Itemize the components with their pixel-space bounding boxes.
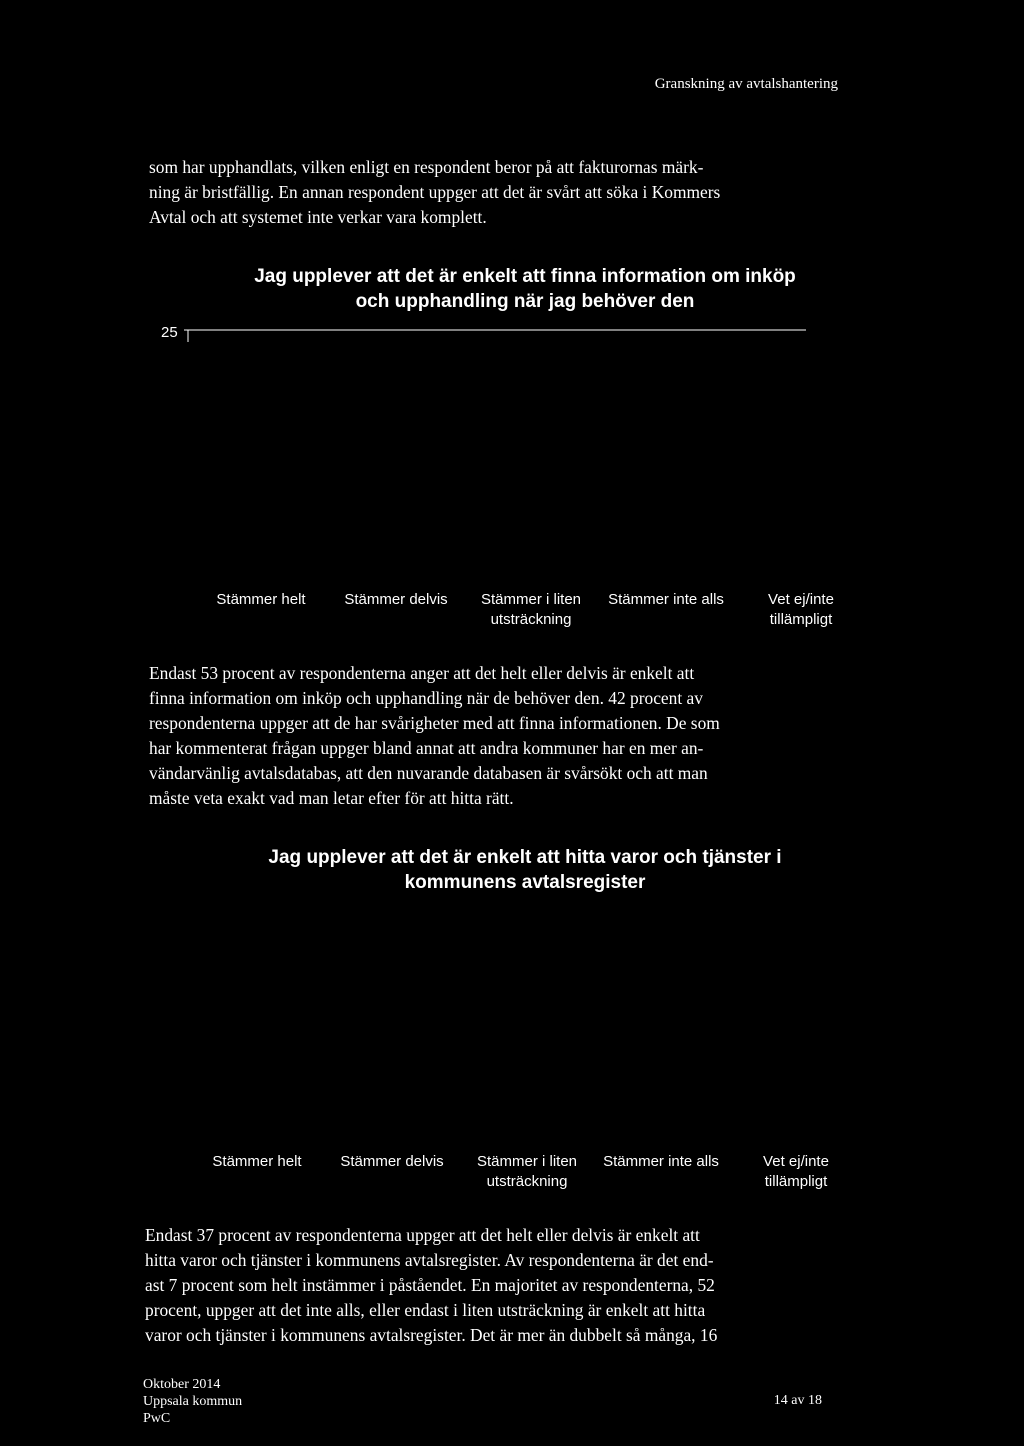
chart-1-category-label <box>331 590 461 610</box>
category-label-line: Stämmer inte alls <box>608 591 724 608</box>
paragraph-line: har kommenterat frågan uppger bland annat att andra kommuner har en mer an- <box>149 738 704 758</box>
footer-line: PwC <box>143 1411 171 1426</box>
chart-2-title <box>160 845 890 895</box>
chart-1-category-label <box>466 590 596 630</box>
paragraph-line: varor och tjänster i kommunens avtalsregister. Det är mer än dubbelt så många, 16 <box>145 1325 718 1345</box>
paragraph-line: finna information om inköp och upphandling när de behöver den. 42 procent av <box>149 688 703 708</box>
paragraph-line: Avtal och att systemet inte verkar vara komplett. <box>149 207 487 227</box>
category-label-line: Stämmer inte alls <box>603 1153 719 1170</box>
chart-1-category-label <box>601 590 731 610</box>
paragraph-line: procent, uppger att det inte alls, eller endast i liten utsträckning är enkelt att hitta <box>145 1300 706 1320</box>
category-label-line: utsträckning <box>490 611 572 628</box>
category-label-line: Stämmer delvis <box>340 1153 444 1170</box>
category-label-line: tillämpligt <box>764 1173 828 1190</box>
category-label-line: Vet ej/inte <box>768 591 834 608</box>
chart-1-y-tick-label: 25 <box>161 324 178 341</box>
footer-info <box>143 1376 242 1427</box>
category-label-line: utsträckning <box>486 1173 568 1190</box>
chart-title-line: Jag upplever att det är enkelt att finna information om inköp <box>254 266 796 287</box>
chart-2-category-label <box>596 1152 726 1172</box>
chart-2-category-label <box>462 1152 592 1192</box>
chart-1-category-label <box>196 590 326 610</box>
footer-line: Oktober 2014 <box>143 1377 221 1392</box>
paragraph-line: hitta varor och tjänster i kommunens avtalsregister. Av respondenterna är det end- <box>145 1250 714 1270</box>
category-label-line: Stämmer i liten <box>476 1153 578 1170</box>
paragraph-line: Endast 37 procent av respondenterna uppger att det helt eller delvis är enkelt att <box>145 1225 700 1245</box>
body-paragraph-2 <box>149 661 819 811</box>
category-label-line: tillämpligt <box>769 611 833 628</box>
paragraph-line: respondenterna uppger att de har svårigheter med att finna informationen. De som <box>149 713 720 733</box>
chart-title-line: kommunens avtalsregister <box>404 872 646 893</box>
category-label-line: Vet ej/inte <box>763 1153 829 1170</box>
paragraph-line: Endast 53 procent av respondenterna anger att det helt eller delvis är enkelt att <box>149 663 695 683</box>
category-label-line: Stämmer i liten <box>480 591 582 608</box>
chart-title-line: och upphandling när jag behöver den <box>355 291 695 312</box>
chart-2-category-label <box>327 1152 457 1172</box>
running-header: Granskning av avtalshantering <box>654 76 838 92</box>
body-paragraph-3 <box>145 1223 815 1348</box>
chart-2-category-label <box>192 1152 322 1172</box>
category-label-line: Stämmer delvis <box>344 591 448 608</box>
category-label-line: Stämmer helt <box>212 1153 302 1170</box>
paragraph-line: ast 7 procent som helt instämmer i påståendet. En majoritet av respondenterna, 52 <box>145 1275 715 1295</box>
chart-1-category-label <box>736 590 866 630</box>
paragraph-line: ning är bristfällig. En annan respondent uppger att det är svårt att söka i Kommers <box>149 182 721 202</box>
page-number: 14 av 18 <box>773 1393 822 1408</box>
chart-title-line: Jag upplever att det är enkelt att hitta varor och tjänster i <box>268 847 782 868</box>
category-label-line: Stämmer helt <box>216 591 306 608</box>
paragraph-line: vändarvänlig avtalsdatabas, att den nuvarande databasen är svårsökt och att man <box>149 763 708 783</box>
chart-2-category-label <box>731 1152 861 1192</box>
chart-1-plot-area <box>180 320 820 350</box>
paragraph-line: som har upphandlats, vilken enligt en respondent beror på att fakturornas märk- <box>149 157 704 177</box>
paragraph-line: måste veta exakt vad man letar efter för att hitta rätt. <box>149 788 514 808</box>
footer-line: Uppsala kommun <box>143 1394 243 1409</box>
body-paragraph-1 <box>149 155 819 230</box>
chart-1-title <box>160 264 890 314</box>
